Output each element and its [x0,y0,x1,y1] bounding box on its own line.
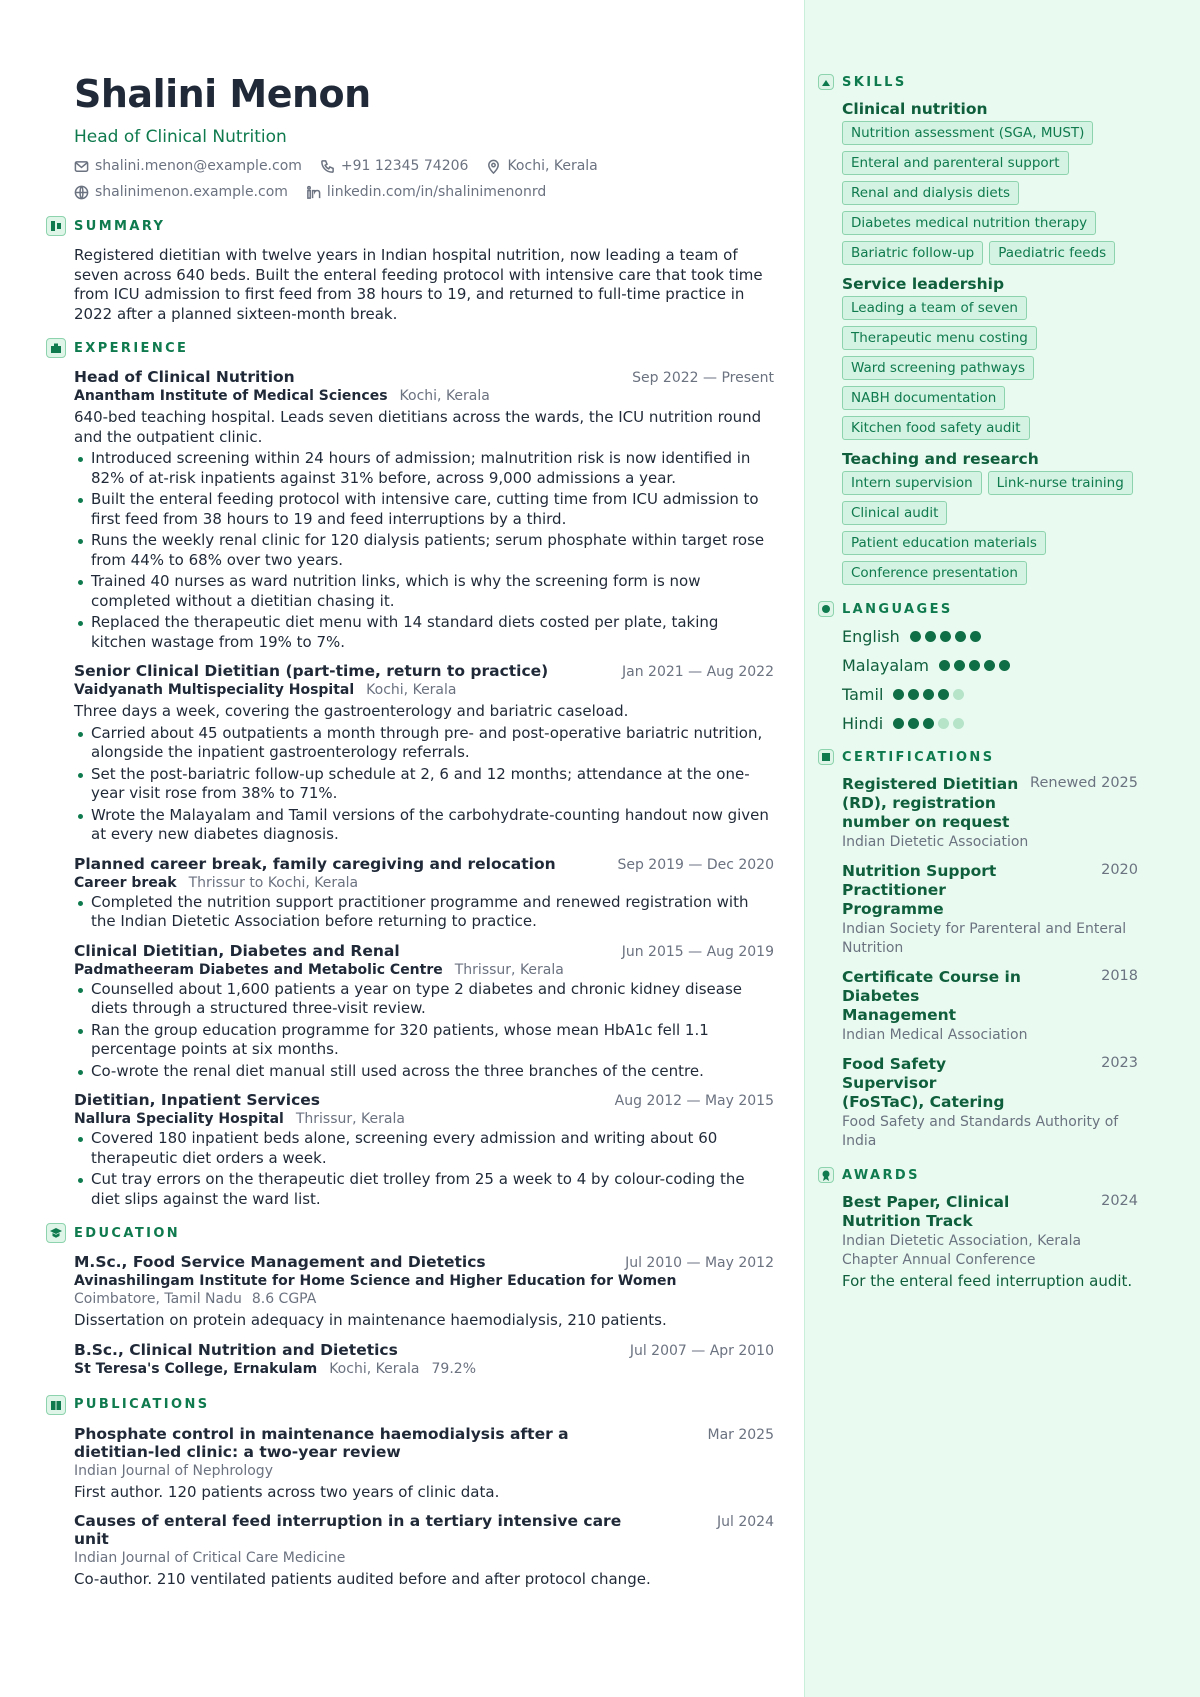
job-org-line [74,875,774,891]
degree: B.Sc., Clinical Nutrition and Dietetics [74,1340,398,1359]
publication-list [74,1425,774,1590]
certification-entry [842,775,1138,852]
awards-section-header [818,1167,1138,1183]
job-date: Sep 2019 — Dec 2020 [617,856,774,873]
job-bullet: Ran the group education programme for 320 patients, whose mean HbA1c fell 1.1 percentage points at six months. [74,1021,774,1060]
school-name: St Teresa's College, Ernakulam [74,1360,318,1377]
proficiency-dot [908,689,919,700]
education-title: EDUCATION [74,1225,181,1241]
job-bullet: Trained 40 nurses as ward nutrition links, which is why the screening form is now completed without a dietitian chasing it. [74,572,774,611]
skills-section-header [818,74,1138,90]
website-text: shalinimenon.example.com [95,184,288,200]
job-bullet: Carried about 45 outpatients a month through pre- and post-operative bariatric nutrition, alongside the inpatient gastroenterology referrals. [74,724,774,763]
award-year: 2024 [1101,1193,1138,1209]
skill-group-title: Clinical nutrition [842,100,988,118]
proficiency-dot [970,631,981,642]
phone-text: +91 12345 74206 [340,158,469,174]
email-text: shalini.menon@example.com [95,158,302,174]
proficiency-dot [955,631,966,642]
job-header [74,368,774,386]
proficiency-dot [923,718,934,729]
experience-section-header [46,338,774,358]
school-line [74,1273,774,1289]
job-bullet: Set the post-bariatric follow-up schedule at 2, 6 and 12 months; attendance at the one-year visit rose from 38% to 71%. [74,765,774,804]
awards-title: AWARDS [842,1167,920,1183]
graduation-cap-icon [46,1223,66,1243]
job-org-line [74,682,774,698]
job-header [74,1091,774,1109]
job-bullet: Completed the nutrition support practitioner programme and renewed registration with the Indian Dietetic Association before returning to practice. [74,893,774,932]
job-organization: Anantham Institute of Medical Sciences [74,388,388,404]
skill-chip: NABH documentation [842,386,1005,410]
skill-chips [842,471,1138,585]
job-date: Jun 2015 — Aug 2019 [621,943,774,960]
skill-chip: Intern supervision [842,471,982,495]
proficiency-dot [984,660,995,671]
job-bullets [74,1129,774,1209]
proficiency-dot [953,718,964,729]
skill-chip: Bariatric follow-up [842,241,983,265]
publication-header [74,1512,774,1548]
certification-org: Indian Medical Association [842,1027,1028,1043]
job-bullet: Cut tray errors on the therapeutic diet trolley from 25 a week to 4 by colour-coding the diet slips against the ward list. [74,1170,774,1209]
certification-year: 2023 [1101,1055,1138,1071]
summary-title: SUMMARY [74,218,166,234]
experience-title: EXPERIENCE [74,340,189,356]
job-location: Kochi, Kerala [366,682,457,698]
job-header [74,855,774,873]
summary-text: Registered dietitian with twelve years in Indian hospital nutrition, now leading a team of seven across 640 beds. Built the enteral feeding protocol with intensive care that took time from ICU admission to first feed from 38 hours to 19, and returned to full-time practice in 2022 after a planned sixteen-month break. [74,246,763,323]
certification-title: Food Safety Supervisor (FoSTaC), Catering [842,1055,1005,1111]
proficiency-dots [939,660,1010,671]
job-bullet: Wrote the Malayalam and Tamil versions of the carbohydrate-counting handout now given at every new diabetes diagnosis. [74,806,774,845]
publication-journal: Indian Journal of Nephrology [74,1462,273,1479]
briefcase-icon [46,338,66,358]
language-row [842,714,1138,733]
experience-list [74,368,774,1209]
skill-group [842,450,1138,585]
education-location: Kochi, Kerala [329,1360,420,1377]
book-icon [46,1395,66,1415]
certifications-title: CERTIFICATIONS [842,749,995,765]
contact-phone[interactable] [320,156,469,176]
languages-list [818,627,1138,733]
language-name: Malayalam [842,656,929,675]
skill-group-title: Service leadership [842,275,1005,293]
contact-row-2 [74,182,774,202]
proficiency-dot [999,660,1010,671]
proficiency-dot [969,660,980,671]
award-icon [818,1167,834,1183]
contact-location [486,156,597,176]
language-row [842,685,1138,704]
publications-section-header [46,1395,774,1415]
skill-chip: Clinical audit [842,501,947,525]
job-entry [74,662,774,845]
education-grade: 8.6 CGPA [251,1291,317,1307]
awards-list [818,1193,1138,1290]
award-org: Indian Dietetic Association, Kerala Chapter Annual Conference [842,1233,1082,1268]
proficiency-dot [953,689,964,700]
publication-title: Causes of enteral feed interruption in a tertiary intensive care unit [74,1512,622,1548]
job-organization: Career break [74,874,177,891]
award-title: Best Paper, Clinical Nutrition Track [842,1193,1010,1230]
skills-icon [818,74,834,90]
language-row [842,627,1138,646]
certification-year: 2018 [1101,968,1138,984]
publication-journal: Indian Journal of Critical Care Medicine [74,1550,346,1566]
job-organization: Padmatheeram Diabetes and Metabolic Centre [74,961,443,978]
certification-header [842,1055,1138,1112]
skill-chip: Therapeutic menu costing [842,326,1037,350]
skill-chips [842,121,1138,265]
certification-header [842,775,1138,832]
summary-section-header [46,216,774,236]
contact-email[interactable] [74,156,302,176]
job-location: Thrissur, Kerala [454,961,564,978]
education-date: Jul 2010 — May 2012 [625,1255,774,1271]
skill-chip: Renal and dialysis diets [842,181,1019,205]
skill-chip: Diabetes medical nutrition therapy [842,211,1096,235]
publication-note: Co-author. 210 ventilated patients audited before and after protocol change. [74,1570,651,1588]
certification-entry [842,968,1138,1045]
job-title: Dietitian, Inpatient Services [74,1091,321,1109]
job-bullet: Built the enteral feeding protocol with intensive care, cutting time from ICU admission to first feed from 38 hours to 19 and feed interruptions by a third. [74,490,774,529]
education-list [74,1253,774,1377]
job-date: Jan 2021 — Aug 2022 [622,664,774,680]
certification-org: Indian Society for Parenteral and Enteral Nutrition [842,921,1127,956]
publication-entry [74,1512,774,1590]
proficiency-dot [910,631,921,642]
job-org-line [74,1111,774,1127]
sidebar-column [818,74,1138,1290]
certification-header [842,862,1138,919]
proficiency-dots [910,631,981,642]
languages-title: LANGUAGES [842,601,953,617]
proficiency-dot [940,631,951,642]
publication-title: Phosphate control in maintenance haemodialysis after a dietitian-led clinic: a two-year review [74,1424,569,1461]
education-location: Coimbatore, Tamil Nadu [74,1291,242,1307]
education-meta [74,1291,774,1307]
phone-icon [320,159,335,174]
proficiency-dot [893,689,904,700]
job-title: Planned career break, family caregiving and relocation [74,854,556,873]
publication-entry [74,1425,774,1503]
job-title: Senior Clinical Dietitian (part-time, return to practice) [74,662,549,680]
education-date: Jul 2007 — Apr 2010 [629,1342,774,1359]
proficiency-dot [893,718,904,729]
publication-date: Jul 2024 [717,1514,774,1530]
job-date: Aug 2012 — May 2015 [614,1093,774,1109]
proficiency-dot [954,660,965,671]
education-header [74,1253,774,1271]
skill-chip: Patient education materials [842,531,1046,555]
skill-chip: Nutrition assessment (SGA, MUST) [842,121,1093,145]
education-note: Dissertation on protein adequacy in maintenance haemodialysis, 210 patients. [74,1311,667,1329]
award-header [842,1193,1138,1231]
publication-header [74,1425,774,1461]
publication-date: Mar 2025 [707,1426,774,1443]
language-row [842,656,1138,675]
proficiency-dots [893,689,964,700]
job-bullets [74,724,774,845]
job-bullet: Covered 180 inpatient beds alone, screening every admission and writing about 60 therapeutic diet orders a week. [74,1129,774,1168]
summary-icon [46,216,66,236]
school-line [74,1361,774,1377]
linkedin-text: linkedin.com/in/shalinimenonrd [326,184,547,200]
skill-chip: Enteral and parenteral support [842,151,1069,175]
job-bullet: Co-wrote the renal diet manual still used across the three branches of the centre. [74,1062,774,1082]
job-org-line [74,962,774,978]
location-pin-icon [486,159,501,174]
skills-title: SKILLS [842,74,907,90]
skill-chips [842,296,1138,440]
job-header [74,662,774,680]
degree: M.Sc., Food Service Management and Dietetics [74,1253,486,1271]
certifications-section-header [818,749,1138,765]
proficiency-dot [939,660,950,671]
proficiency-dot [938,718,949,729]
publication-note: First author. 120 patients across two years of clinic data. [74,1482,500,1501]
skill-chip: Paediatric feeds [989,241,1115,265]
certification-entry [842,862,1138,958]
contact-website[interactable] [74,182,288,202]
certifications-list [818,775,1138,1151]
job-bullet: Counselled about 1,600 patients a year on type 2 diabetes and chronic kidney disease diets through a structured three-visit review. [74,980,774,1019]
languages-section-header [818,601,1138,617]
proficiency-dot [925,631,936,642]
certificate-icon [818,749,834,765]
job-title: Head of Clinical Nutrition [74,368,295,386]
job-bullets [74,893,774,932]
language-name: Tamil [842,685,884,704]
skill-chip: Kitchen food safety audit [842,416,1030,440]
education-grade: 79.2% [431,1360,476,1377]
job-org-line [74,388,774,404]
skills-list [818,100,1138,585]
skill-chip: Link-nurse training [988,471,1133,495]
job-entry [74,942,774,1082]
skill-group [842,100,1138,265]
skill-group [842,275,1138,440]
education-entry [74,1253,774,1331]
job-header [74,942,774,960]
school-name: Avinashilingam Institute for Home Science and Higher Education for Women [74,1273,677,1289]
mail-icon [74,159,89,174]
linkedin-icon [306,185,321,200]
job-entry [74,1091,774,1209]
certification-title: Registered Dietitian (RD), registration number on request [842,775,1019,831]
job-description: 640-bed teaching hospital. Leads seven dietitians across the wards, the ICU nutrition round and the outpatient clinic. [74,408,762,446]
proficiency-dot [938,689,949,700]
job-organization: Nallura Speciality Hospital [74,1111,284,1127]
candidate-role: Head of Clinical Nutrition [74,127,287,147]
skill-group-title: Teaching and research [842,450,1039,468]
job-bullet: Introduced screening within 24 hours of admission; malnutrition risk is now identified in 82% of at-risk inpatients against 31% before, across 9,000 admissions a year. [74,449,774,488]
job-organization: Vaidyanath Multispeciality Hospital [74,682,355,698]
main-column [74,70,774,1590]
skill-chip: Ward screening pathways [842,356,1034,380]
certification-year: 2020 [1101,862,1138,878]
job-location: Thrissur to Kochi, Kerala [188,874,359,891]
certification-org: Indian Dietetic Association [842,834,1029,850]
job-description: Three days a week, covering the gastroenterology and bariatric caseload. [74,702,629,720]
job-location: Kochi, Kerala [399,388,490,404]
certification-title: Nutrition Support Practitioner Programme [842,862,997,918]
education-section-header [46,1223,774,1243]
certification-year: Renewed 2025 [1030,775,1138,791]
job-bullet: Replaced the therapeutic diet menu with 14 standard diets costed per plate, taking kitchen wastage from 19% to 7%. [74,613,774,652]
education-header [74,1341,774,1359]
job-bullets [74,449,774,652]
proficiency-dot [923,689,934,700]
language-name: English [842,627,900,646]
award-entry [842,1193,1138,1290]
award-note: For the enteral feed interruption audit. [842,1272,1133,1290]
job-title: Clinical Dietitian, Diabetes and Renal [74,941,400,960]
skill-chip: Conference presentation [842,561,1027,585]
contact-row-1 [74,156,774,176]
skill-chip: Leading a team of seven [842,296,1027,320]
education-entry [74,1341,774,1377]
job-date: Sep 2022 — Present [632,370,774,386]
job-location: Thrissur, Kerala [295,1111,405,1127]
certification-header [842,968,1138,1025]
globe-icon [74,185,89,200]
job-entry [74,855,774,932]
certification-org: Food Safety and Standards Authority of India [842,1114,1119,1149]
languages-icon [818,601,834,617]
proficiency-dots [893,718,964,729]
candidate-name: Shalini Menon [74,72,371,116]
proficiency-dot [908,718,919,729]
contact-linkedin[interactable] [306,182,546,202]
job-bullets [74,980,774,1082]
job-bullet: Runs the weekly renal clinic for 120 dialysis patients; serum phosphate within target rose from 44% to 68% over two years. [74,531,774,570]
publications-title: PUBLICATIONS [74,1397,210,1412]
certification-entry [842,1055,1138,1151]
certification-title: Certificate Course in Diabetes Management [842,968,1021,1024]
job-entry [74,368,774,652]
language-name: Hindi [842,714,884,733]
location-text: Kochi, Kerala [507,158,598,174]
